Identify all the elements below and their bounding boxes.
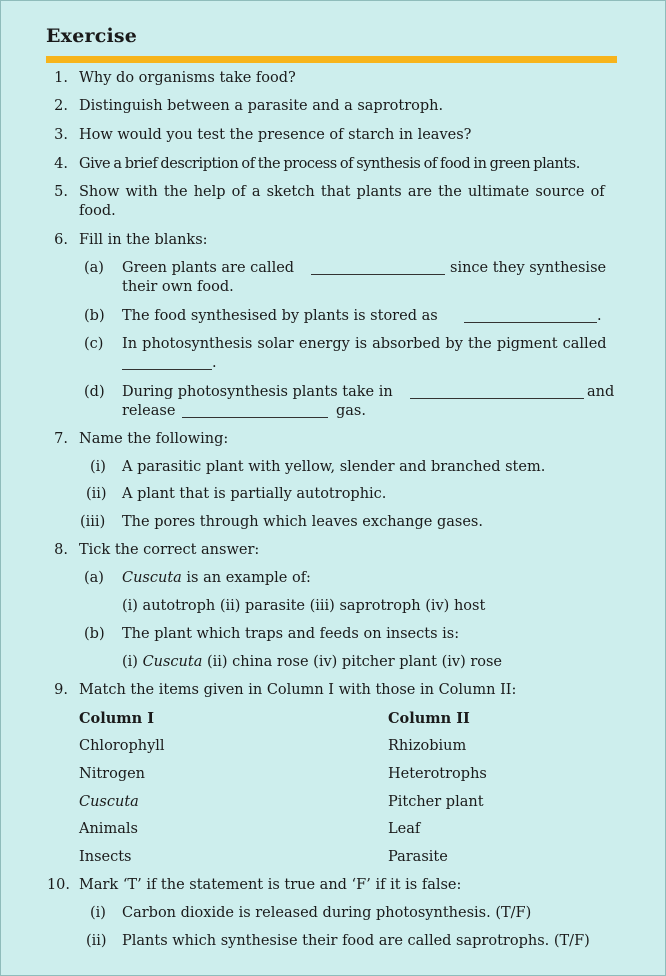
question-number: 10. <box>46 877 70 893</box>
page-title: Exercise <box>46 25 138 47</box>
item-label: (ii) <box>86 486 107 502</box>
item-text-line-2-pre: release <box>122 403 176 419</box>
question-text: Why do organisms take food? <box>79 70 296 86</box>
answer-blank[interactable] <box>122 357 212 370</box>
item-text: The pores through which leaves exchange gases. <box>122 514 483 530</box>
item-text: In photosynthesis solar energy is absorbed by the pigment called <box>122 336 607 352</box>
answer-options[interactable]: (i) autotroph (ii) parasite (iii) saprotroph (iv) host <box>122 598 486 614</box>
question-number: 9. <box>54 682 68 698</box>
italic-term: Cuscuta <box>142 654 203 670</box>
question-text: How would you test the presence of starch in leaves? <box>79 127 472 143</box>
column-2-item[interactable]: Leaf <box>388 821 421 837</box>
item-text: Plants which synthesise their food are called saprotrophs. (T/F) <box>122 933 590 949</box>
item-text-post: and <box>587 384 615 400</box>
item-label: (b) <box>84 626 105 642</box>
italic-term: Cuscuta <box>122 570 182 586</box>
column-1-item[interactable]: Cuscuta <box>79 794 139 810</box>
item-text: A parasitic plant with yellow, slender and branched stem. <box>122 459 546 475</box>
item-text: A plant that is partially autotrophic. <box>122 486 387 502</box>
item-text: The plant which traps and feeds on insects is: <box>122 626 460 642</box>
question-number: 4. <box>54 156 68 172</box>
item-label: (b) <box>84 308 105 324</box>
question-number: 3. <box>54 127 68 143</box>
question-number: 8. <box>54 542 68 558</box>
question-text-line-1: Show with the help of a sketch that plants are the ultimate source of <box>79 184 605 200</box>
item-label: (a) <box>84 570 104 586</box>
option-prefix: (i) <box>122 654 143 670</box>
column-1-item[interactable]: Animals <box>79 821 138 837</box>
item-text-post: . <box>212 355 217 371</box>
question-number: 1. <box>54 70 68 86</box>
item-text-post: since they synthesise <box>450 260 607 276</box>
column-1-header: Column I <box>79 710 154 727</box>
question-text: Name the following: <box>79 431 229 447</box>
item-label: (d) <box>84 384 105 400</box>
item-text: Carbon dioxide is released during photosynthesis. (T/F) <box>122 905 532 921</box>
item-text-pre: The food synthesised by plants is stored as <box>122 308 438 324</box>
question-number: 2. <box>54 98 68 114</box>
question-text-line-2: food. <box>79 203 116 219</box>
answer-options[interactable] <box>122 653 502 672</box>
option-rest: (ii) china rose (iv) pitcher plant (iv) rose <box>202 654 503 670</box>
column-2-item[interactable]: Heterotrophs <box>388 766 487 782</box>
question-number: 6. <box>54 232 68 248</box>
question-number: 7. <box>54 431 68 447</box>
question-text: Match the items given in Column I with those in Column II: <box>79 682 517 698</box>
item-text-pre: Green plants are called <box>122 260 295 276</box>
answer-blank[interactable] <box>311 262 445 275</box>
item-label: (i) <box>90 905 106 921</box>
item-text-pre: During photosynthesis plants take in <box>122 384 393 400</box>
title-underline-rule <box>46 56 617 63</box>
item-label: (ii) <box>86 933 107 949</box>
answer-blank[interactable] <box>410 386 584 399</box>
column-1-item[interactable]: Chlorophyll <box>79 738 165 754</box>
item-label: (iii) <box>80 514 106 530</box>
column-2-item[interactable]: Rhizobium <box>388 738 467 754</box>
column-1-item[interactable]: Insects <box>79 849 132 865</box>
item-label: (a) <box>84 260 104 276</box>
question-number: 5. <box>54 184 68 200</box>
column-1-item[interactable]: Nitrogen <box>79 766 146 782</box>
answer-blank[interactable] <box>464 310 597 323</box>
question-text: Mark ‘T’ if the statement is true and ‘F’ if it is false: <box>79 877 462 893</box>
question-text: Distinguish between a parasite and a saprotroph. <box>79 98 444 114</box>
answer-blank[interactable] <box>182 405 328 418</box>
column-2-header: Column II <box>388 710 470 727</box>
question-text: Fill in the blanks: <box>79 232 208 248</box>
column-2-item[interactable]: Pitcher plant <box>388 794 484 810</box>
item-label: (c) <box>84 336 104 352</box>
question-text: Tick the correct answer: <box>79 542 260 558</box>
item-text-post: . <box>597 308 602 324</box>
item-text <box>122 569 311 588</box>
item-text-line-2-post: gas. <box>336 403 366 419</box>
item-text-line-2: their own food. <box>122 279 234 295</box>
item-text-rest: is an example of: <box>181 570 311 586</box>
question-text: Give a brief description of the process of synthesis of food in green plants. <box>79 156 580 172</box>
column-2-item[interactable]: Parasite <box>388 849 448 865</box>
item-label: (i) <box>90 459 106 475</box>
